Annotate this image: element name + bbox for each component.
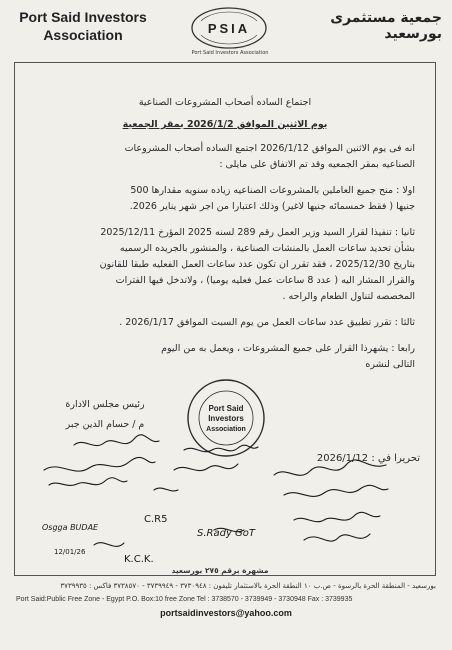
signature-text-d: Osgga BUDAE (42, 523, 99, 532)
signature-scribble-4 (184, 445, 258, 452)
psia-logo-text: PSIA (207, 21, 251, 36)
stamp-line-2: Investors (208, 414, 244, 423)
letter-subtitle: يوم الاثنين الموافق 2026/1/2 بمقر الجمعية (122, 119, 328, 130)
signature-scribble-3 (49, 478, 127, 486)
item-1-line-2: جنيها ( فقط خمسمائه جنيها لاغير) وذلك اعتبارا من اجر شهر يناير 2026. (129, 201, 415, 212)
footer-address-en: Port Said:Public Free Zone - Egypt P.O. Box:10 free Zone Tel : 3738570 - 3739949 - 3730948 Fax : 3739935 (16, 596, 353, 603)
item-3: ثالثا : تقرر تطبيق عدد ساعات العمل من يوم السبت الموافق 2026/1/17 . (119, 317, 415, 328)
item-4-line-1: رابعا : يشهرذا القرار على جميع المشروعات ، ويعمل به من اليوم (161, 343, 415, 354)
chair-title: رئيس مجلس الادارة (65, 399, 145, 410)
signature-text-c: K.C.K. (124, 554, 154, 565)
signature-text-b: S.Rady GoT (197, 528, 256, 539)
signature-scribble-7 (284, 485, 388, 496)
item-2-line-3: بتاريخ 2025/12/30 ، فقد تقرر ان تكون عدد ساعات العمل الفعليه طبقا للقانون (99, 259, 415, 270)
item-2-line-2: بشأن تحديد ساعات العمل بالمنشات الصناعية ، والمنشور بالجريده الرسميه (119, 243, 415, 254)
psia-logo-subtitle: Port Said Investors Association (191, 50, 269, 56)
org-name-en (8, 8, 158, 44)
intro-line-1: انه فى يوم الاثنين الموافق 2026/1/12 اجتمع الساده أصحاب المشروعات (124, 143, 415, 154)
stamp-line-1: Port Said (208, 404, 244, 413)
intro-line-2: الصناعيه بمقر الجمعيه وقد تم الاتفاق على مايلى : (219, 159, 415, 170)
psia-logo (190, 6, 268, 50)
signature-text-a: C.R5 (144, 514, 168, 525)
signature-scribble-6 (274, 460, 386, 475)
signature-scribble-12 (94, 543, 124, 547)
item-4-line-2: التالى لنشره (365, 359, 415, 370)
org-name-ar: جمعية مستثمرى بورسعيد (330, 10, 442, 42)
signature-scribble-10 (154, 488, 178, 491)
registration-number: مشهرة برقم ٢٧٥ بورسعيد (171, 566, 269, 575)
signature-scribble-1 (74, 435, 159, 446)
signature-scribble-8 (294, 512, 380, 521)
signature-text-e: 12/01/26 (54, 548, 86, 556)
date-line: تحريرا في : 2026/1/12 (316, 453, 420, 464)
signature-scribble-2 (44, 457, 155, 471)
footer-address-ar: بورسعيد - المنطقة الحرة بالرسوة - ص.ب ١٠ النطقة الحرة بالاستثمار تليفون : ٣٧٣٠٩٤٨ - ٣٧٣٩٩٤٩ - ٣٧٣٨٥٧٠ فاكس : ٣٧٣٩٩٣٥ (60, 582, 436, 590)
stamp-line-3: Association (206, 426, 246, 433)
signatures-area (14, 430, 434, 570)
signature-scribble-5 (174, 464, 238, 471)
chair-name: م / حسام الدين جبر (65, 419, 145, 430)
signature-scribble-9 (304, 534, 370, 541)
org-name-en-line1: Port Said Investors (19, 9, 147, 25)
footer-email[interactable]: portsaidinvestors@yahoo.com (160, 608, 292, 618)
item-2-line-1: ثانيا : تنفيذا لقرار السيد وزير العمل رقم 289 لسنه 2025 المؤرخ 2025/12/11 (100, 227, 415, 238)
org-name-en-line2: Association (43, 27, 123, 43)
letter-title: اجتماع الساده أصحاب المشروعات الصناعية (138, 97, 312, 108)
item-1-line-1: اولا : منح جميع العاملين بالمشروعات الصناعيه زياده سنويه مقدارها 500 (130, 185, 415, 196)
item-2-line-5: المخصصه لتناول الطعام والراحه . (282, 291, 415, 302)
item-2-line-4: والقرار المشار اليه ( عدد 8 ساعات عمل فعليه يوميا) ، ولاتدخل فيها الفترات (115, 275, 415, 286)
